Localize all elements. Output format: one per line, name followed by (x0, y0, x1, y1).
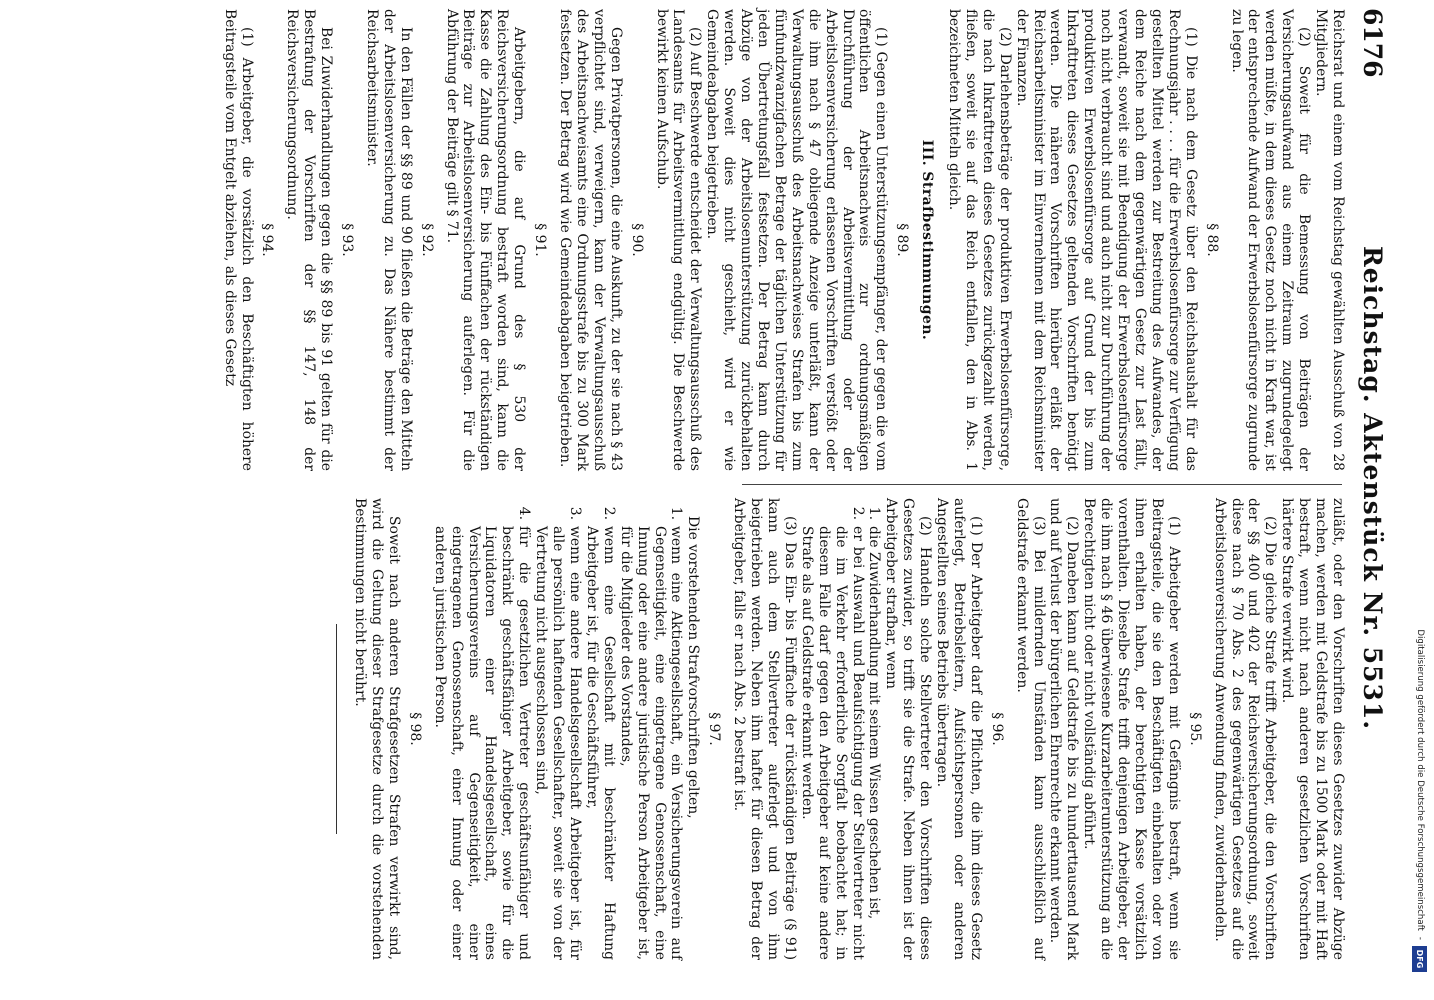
digitization-credit: Digitalisierung gefördert durch die Deutsche Forschungsgemeinschaft - DFG (1406, 0, 1434, 980)
list-item (532, 498, 583, 960)
section-title: § 90. (628, 223, 645, 257)
part-heading: III. Strafbestimmungen. (919, 139, 936, 341)
section-title: § 97. (706, 712, 723, 746)
paragraph: (2) Darlehensbeträge der produktiven Erwerbslosenfürsorge, die nach Inkrafttreten dieses Gesetzes zurückgezahlt werden, fließen, soweit sie auf das Reich entfallen, den in Abs. 1 bezeichneten Mitteln gleich. (946, 9, 1013, 471)
list-item (617, 498, 685, 960)
list-number: 2. (849, 506, 866, 520)
paragraph: (1) Arbeitgeber, die vorsätzlich den Beschäftigten höhere Beitragsteile vom Entgelt abziehen, als dieses Gesetz (221, 9, 255, 471)
paragraph: In den Fällen der §§ 89 und 90 fließen die Beträge den Mitteln der Arbeitslosenversicherung zu. Das Nähere bestimmt der Reichsarbeitsminister. (363, 9, 414, 471)
section-title: § 96. (988, 712, 1005, 746)
document-page (4, 0, 1434, 980)
paragraph: Bei Zuwiderhandlungen gegen die §§ 89 bis 91 gelten für die Bestrafung der Vorschriften der §§ 147, 148 der Reichsversicherungsordnung. (284, 9, 335, 471)
list-item (431, 498, 532, 960)
section-title: § 89. (894, 223, 911, 257)
list-item (583, 498, 617, 960)
list-text: wenn eine Aktiengesellschaft, ein Versicherungsverein auf Gegenseitigkeit, eine eingetragene Genossenschaft, eine Innung oder eine andere juristische Person Arbeitgeber ist, für die Mitglieder des Vorstandes, (617, 526, 685, 960)
page-header (1351, 8, 1387, 968)
paragraph: (2) Die gleiche Strafe trifft Arbeitgeber, die den Vorschriften der §§ 400 und 402 der Reichsversicherungsordnung, soweit diese nach § 70 Abs. 2 des gegenwärtigen Gesetzes auf die Arbeitslosenversicherung Anwendung finden, zuwiderhandeln. (1211, 498, 1279, 960)
paragraph: Die vorstehenden Strafvorschriften gelten, (685, 516, 702, 819)
list-number: 1. (668, 506, 685, 520)
digitization-credit-text: Digitalisierung gefördert durch die Deutsche Forschungsgemeinschaft (1415, 629, 1425, 931)
section-title: § 98. (406, 712, 423, 746)
list-item (798, 498, 866, 960)
list-number: 1. (866, 506, 883, 520)
paragraph: Reichsrat und einem vom Reichstag gewählten Ausschuß von 28 Mitgliedern. (1313, 9, 1346, 471)
section-title: § 92. (418, 223, 435, 257)
list-text: die Zuwiderhandlung mit seinem Wissen geschehen ist, (866, 526, 883, 920)
paragraph: (1) Die nach dem Gesetz über den Reichshaushalt für das Rechnungsjahr . . . . für die Erwerbslosenfürsorge zur Verfügung gestellten Mittel werden zur Bestreitung des Aufwandes, der dem Reiche nach dem gegenwärtigen Gesetz zur Last fällt, verwandt, soweit sie mit Beendigung der Erwerbslosenfürsorge noch nicht verbraucht sind und auch nicht zur Durchführung der produktiven Erwerbslosenfürsorge auf Grund der bis zum Inkrafttreten dieses Gesetzes geltenden Vorschriften benötigt werden. Die näheren Vorschriften hierüber erläßt der Reichsarbeitsminister im Einvernehmen mit dem Reichsminister der Finanzen. (1013, 9, 1199, 471)
paragraph: (2) Auf Beschwerde entscheidet der Verwaltungsausschuß des Landesamts für Arbeitsvermittlung endgültig. Die Beschwerde bewirkt keinen Aufschub. (653, 9, 704, 471)
paragraph: (1) Arbeitgeber werden mit Gefängnis bestraft, wenn sie Beitragsteile, die sie den Beschäftigten einbehalten oder von ihnen erhalten haben, der berechtigten Kasse vorsätzlich vorenthalten. Dieselbe Strafe trifft denjenigen Arbeitgeber, der die ihm nach § 46 überwiesene Kurzarbeiterunterstützung an die Berechtigten nicht oder nicht vollständig abführt. (1081, 498, 1182, 960)
column-divider (742, 484, 1342, 485)
page-title: Reichstag. Aktenstück Nr. 5531. (1358, 245, 1387, 731)
list-number: 3. (567, 506, 584, 520)
dfg-logo: DFG (1413, 946, 1428, 972)
paragraph: (1) Der Arbeitgeber darf die Pflichten, die ihm dieses Gesetz auferlegt, Betriebsleitern, Aufsichtspersonen oder anderen Angestellten seines Betriebs übertragen. (934, 498, 984, 960)
paragraph: (1) Gegen einen Unterstützungsempfänger, der gegen die vom öffentlichen Arbeitsnachweis zur ordnungsmäßigen Durchführung der Arbeitsvermittlung oder der Arbeitslosenversicherung erlassenen Vorschriften verstößt oder die ihm nach § 47 obliegende Anzeige unterläßt, kann der Verwaltungsausschuß des Arbeitsnachweises Strafen bis zum fünfundzwanzigfachen Betrage der täglichen Unterstützung für jeden Übertretungsfall festsetzen. Der Betrag kann durch Abzüge von der Arbeitslosenunterstützung zurückbehalten werden. Soweit dies nicht geschieht, wird er wie Gemeindeabgaben beigetrieben. (704, 9, 890, 471)
section-title: § 88. (1203, 223, 1220, 257)
paragraph: Soweit nach anderen Strafgesetzen Strafen verwirkt sind, wird die Geltung dieser Strafgesetze durch die vorstehenden Bestimmungen nicht berührt. (352, 498, 402, 960)
paragraph: (2) Soweit für die Bemessung von Beiträgen der Versicherungsaufwand aus einem Zeitraum zugrundegelegt werden müßte, in dem dieses Gesetz noch nicht in Kraft war, ist der entsprechende Aufwand der Erwerbslosenfürsorge zugrunde zu legen. (1228, 9, 1313, 471)
closing-rule (336, 624, 337, 834)
list-item (866, 498, 883, 960)
paragraph: Gegen Privatpersonen, die eine Auskunft, zu der sie nach § 43 verpflichtet sind, verweigern, kann der Verwaltungsausschuß des Arbeitsnachweisamts eine Ordnungsstrafe bis zu 300 Mark festsetzen. Der Betrag wird wie Gemeindeabgaben beigetrieben. (557, 9, 624, 471)
left-column (34, 9, 1346, 471)
list-text: wenn eine Gesellschaft mit beschränkter Haftung Arbeitgeber ist, für die Geschäftsführer, (583, 526, 617, 960)
paragraph: (3) Das Ein- bis Fünffache der rückständigen Beiträge (§ 91) kann auch dem Stellvertreter auferlegt und von ihm beigetrieben werden. Neben ihm haftet für diesen Betrag der Arbeitgeber, falls er nach Abs. 2 bestraft ist. (731, 498, 798, 960)
list-text: wenn eine andere Handelsgesellschaft Arbeitgeber ist, für alle persönlich haftenden Gesellschafter, soweit sie von der Vertretung nicht ausgeschlossen sind, (533, 526, 584, 960)
right-column (34, 498, 1346, 960)
section-title: § 91. (532, 223, 549, 257)
paragraph: (2) Daneben kann auf Geldstrafe bis zu hunderttausend Mark und auf Verlust der bürgerlichen Ehrenrechte erkannt werden. (1047, 498, 1081, 960)
list-text: er bei Auswahl und Beaufsichtigung der Stellvertreter nicht die im Verkehr erforderliche Sorgfalt beobachtet hat; in diesem Falle darf gegen den Arbeitgeber auf keine andere Strafe als auf Geldstrafe erkannt werden. (798, 526, 866, 960)
section-title: § 93. (339, 223, 356, 257)
paragraph: (3) Bei mildernden Umständen kann ausschließlich auf Geldstrafe erkannt werden. (1013, 498, 1047, 960)
paragraph: Arbeitgebern, die auf Grund des § 530 der Reichsversicherungsordnung bestraft worden sind, kann die Kasse die Zahlung des Ein- bis Fünffachen der rückständigen Beiträge zur Arbeitslosenversicherung auferlegen. Für die Abführung der Beiträge gilt § 71. (443, 9, 528, 471)
section-title: § 94. (259, 223, 276, 257)
paragraph: zuläßt, oder den Vorschriften dieses Gesetzes zuwider Abzüge machen, werden mit Geldstrafe bis zu 1500 Mark oder mit Haft bestraft, wenn nicht nach anderen gesetzlichen Vorschriften härtere Strafe verwirkt wird. (1279, 498, 1346, 960)
list-number: 4. (516, 506, 533, 520)
section-title: § 95. (1186, 712, 1203, 746)
page-number: 6176 (1358, 8, 1387, 78)
list-text: für die gesetzlichen Vertreter geschäftsunfähiger und beschränkt geschäftsfähiger Arbeitgeber, sowie für die Liquidatoren einer Handelsgesellschaft, eines Versicherungsvereins auf Gegenseitigkeit, einer eingetragenen Genossenschaft, einer Innung oder einer anderen juristischen Person. (431, 526, 533, 960)
paragraph: (2) Handeln solche Stellvertreter den Vorschriften dieses Gesetzes zuwider, so trifft sie die Strafe. Neben ihnen ist der Arbeitgeber strafbar, wenn (883, 498, 934, 960)
list-number: 2. (600, 506, 617, 520)
